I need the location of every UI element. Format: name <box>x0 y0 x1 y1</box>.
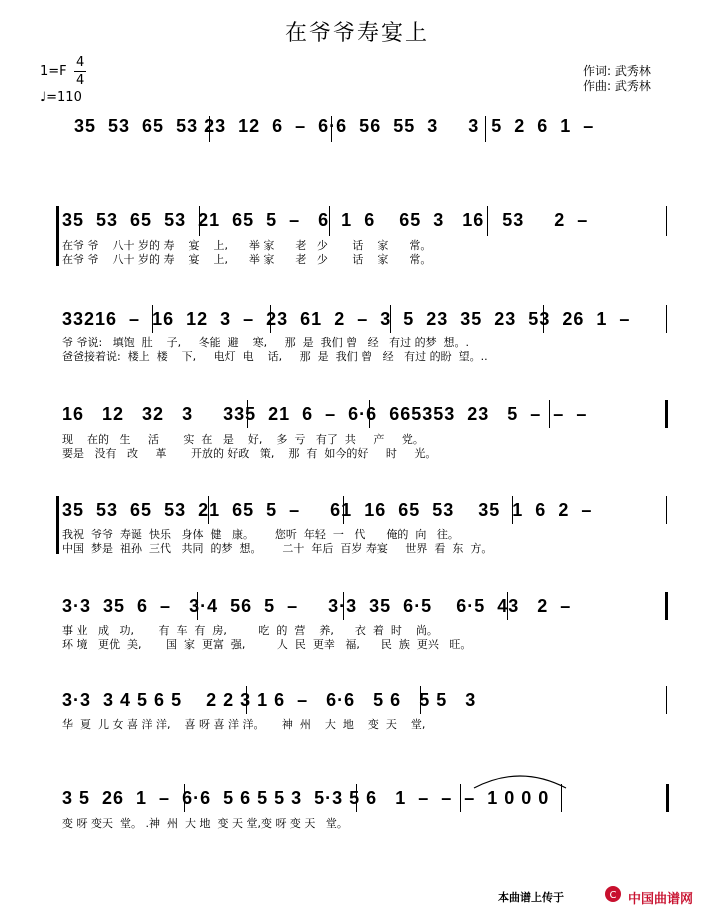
barline <box>369 400 370 428</box>
barline <box>460 784 461 812</box>
tempo-marking <box>40 90 82 105</box>
system-3-lyrics-2: 爸爸接着说: 楼上 楼 下, 电灯 电 话, 那 是 我们 曾 经 有过 的盼 望。.. <box>62 350 488 363</box>
system-2-lyrics-1: 在爷 爷 八十 岁的 寿 宴 上, 举 家 老 少 话 家 常。 <box>62 239 432 252</box>
system-5-notes: 35 53 65 53 21 65 5 – 61 16 65 53 35 1 6 2 – <box>62 500 593 520</box>
system-8-lyrics-1: 变 呀 变天 堂。 .神 州 大 地 变 天 堂,变 呀 变 天 堂。 <box>62 817 348 830</box>
system-4-notes: 16 12 32 3 335 21 6 – 6·6 665353 23 5 – – – <box>62 404 588 424</box>
barline <box>666 496 667 524</box>
svg-text:C: C <box>609 890 617 901</box>
time-signature-bottom: 4 <box>76 73 85 88</box>
system-3-notes: 33216 – 16 12 3 – 23 61 2 – 3 5 23 35 23 53 26 1 – <box>62 309 631 329</box>
system-2-lyrics-2: 在爷 爷 八十 岁的 寿 宴 上, 举 家 老 少 话 家 常。 <box>62 253 432 266</box>
system-1-notes: 35 53 65 53 23 12 6 – 6·6 56 55 3 3 5 2 6 1 – <box>74 116 595 136</box>
barline <box>356 784 357 812</box>
credits <box>583 64 651 94</box>
system-6-lyrics-1: 事 业 成 功, 有 车 有 房, 吃 的 营 养, 衣 着 时 尚。 <box>62 624 438 637</box>
barline <box>343 592 344 620</box>
barline <box>485 116 486 142</box>
barline <box>507 592 508 620</box>
barline <box>666 305 667 333</box>
system-5-lyrics-1: 我祝 爷爷 寿诞 快乐 身体 健 康。 您听 年轻 一 代 俺的 向 往。 <box>62 528 459 541</box>
barline <box>549 400 550 428</box>
time-signature-top: 4 <box>76 55 85 70</box>
footer-site-name[interactable]: 中国曲谱网 <box>628 892 694 907</box>
footer-text: 本曲谱上传于 <box>498 891 564 904</box>
system-6-notes: 3·3 35 6 – 3·4 56 5 – 3·3 35 6·5 6·5 43 2 – <box>62 596 572 616</box>
repeat-end <box>665 592 668 620</box>
barline <box>487 206 488 236</box>
quarter-note-icon: ♩ <box>40 90 47 105</box>
final-barline <box>666 784 669 812</box>
barline <box>343 496 344 524</box>
repeat-end <box>665 400 668 428</box>
barline <box>331 116 332 142</box>
barline <box>666 206 667 236</box>
repeat-start <box>56 206 59 266</box>
system-5-lyrics-2: 中国 梦是 祖孙 三代 共同 的梦 想。 二十 年后 百岁 寿宴 世界 看 东 方。 <box>62 542 493 555</box>
key-signature: 1=F <box>40 64 67 79</box>
barline <box>247 400 248 428</box>
tempo-value: =110 <box>46 90 82 105</box>
barline <box>209 116 210 142</box>
barline <box>152 305 153 333</box>
system-6-lyrics-2: 环 境 更优 美, 国 家 更富 强, 人 民 更幸 福, 民 族 更兴 旺。 <box>62 638 472 651</box>
repeat-start <box>56 496 59 554</box>
barline <box>420 686 421 714</box>
system-8-notes: 3 5 26 1 – 6·6 5 6 5 5 3 5·3 5 6 1 – – – 1 0 0 0 <box>62 788 550 808</box>
barline <box>543 305 544 333</box>
system-2-notes: 35 53 65 53 21 65 5 – 6 1 6 65 3 16 53 2 – <box>62 210 589 230</box>
system-7-notes: 3·3 3 4 5 6 5 2 2 3 1 6 – 6·6 5 6 5 5 3 <box>62 690 477 710</box>
barline <box>512 496 513 524</box>
barline <box>199 206 200 236</box>
barline <box>197 592 198 620</box>
lyricist: 作词: 武秀林 <box>583 64 651 78</box>
barline <box>184 784 185 812</box>
barline <box>270 305 271 333</box>
system-3-lyrics-1: 爷 爷说: 填饱 肚 子, 冬能 避 寒, 那 是 我们 曾 经 有过 的梦 想。. <box>62 336 470 349</box>
barline <box>246 686 247 714</box>
barline <box>390 305 391 333</box>
page-title: 在爷爷寿宴上 <box>284 21 429 46</box>
barline <box>666 686 667 714</box>
system-4-lyrics-1: 现 在的 生 活 实 在 是 好, 多 亏 有了 共 产 党。 <box>62 433 424 446</box>
system-4-lyrics-2: 要是 没有 改 革 开放的 好政 策, 那 有 如今的好 时 光。 <box>62 447 437 460</box>
slur-icon <box>470 770 570 790</box>
system-7-lyrics-1: 华 夏 儿 女 喜 洋 洋, 喜 呀 喜 洋 洋。 神 州 大 地 变 天 堂, <box>62 718 426 731</box>
composer: 作曲: 武秀林 <box>583 79 651 93</box>
time-signature-line <box>74 71 86 72</box>
barline <box>329 206 330 236</box>
barline <box>208 496 209 524</box>
